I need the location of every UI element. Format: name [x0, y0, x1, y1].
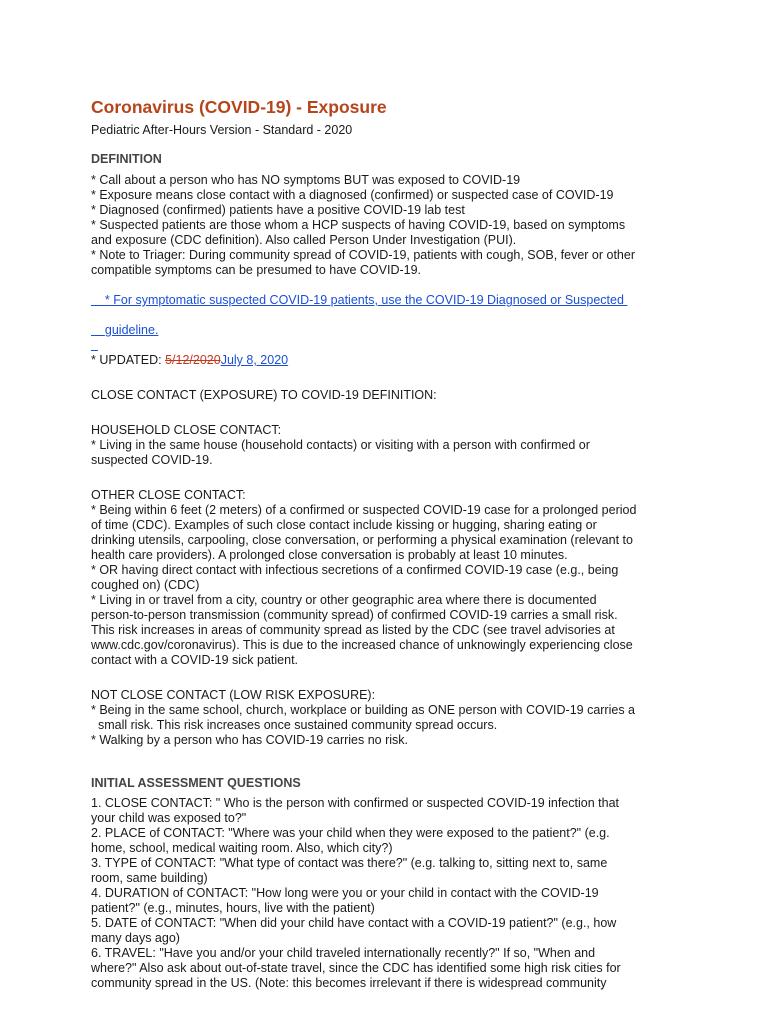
question-line: 2. PLACE of CONTACT: "Where was your child when they were exposed to the patient?" (e.g. — [91, 826, 610, 840]
question-line: 5. DATE of CONTACT: "When did your child have contact with a COVID-19 patient?" (e.g., how — [91, 916, 617, 930]
guideline-link[interactable] — [91, 278, 651, 353]
updated-new-date[interactable]: July 8, 2020 — [220, 353, 289, 367]
household-line: suspected COVID-19. — [91, 453, 213, 467]
not-close-line: * Walking by a person who has COVID-19 carries no risk. — [91, 733, 409, 747]
definition-line: * Note to Triager: During community spread of COVID-19, patients with cough, SOB, fever or other — [91, 248, 635, 262]
other-contact-line: www.cdc.gov/coronavirus). This is due to the increased chance of unknowingly experiencing close — [91, 638, 633, 652]
page-subtitle: Pediatric After-Hours Version - Standard - 2020 — [91, 123, 353, 137]
definition-line: * Suspected patients are those whom a HCP suspects of having COVID-19, based on symptoms — [91, 218, 626, 232]
household-heading: HOUSEHOLD CLOSE CONTACT: — [91, 423, 282, 437]
definition-line: compatible symptoms can be presumed to have COVID-19. — [91, 263, 422, 277]
not-close-heading: NOT CLOSE CONTACT (LOW RISK EXPOSURE): — [91, 688, 376, 702]
other-contact-line: drinking utensils, carpooling, close conversation, or performing a physical examination (relevant to — [91, 533, 633, 547]
question-line: community spread in the US. (Note: this becomes irrelevant if there is widespread community — [91, 976, 607, 990]
definition-line: * Call about a person who has NO symptoms BUT was exposed to COVID-19 — [91, 173, 521, 187]
other-contact-line: contact with a COVID-19 sick patient. — [91, 653, 299, 667]
question-line: 4. DURATION of CONTACT: "How long were you or your child in contact with the COVID-19 — [91, 886, 599, 900]
definition-heading: DEFINITION — [91, 152, 162, 166]
other-contact-line: of time (CDC). Examples of such close contact include kissing or hugging, sharing eating or — [91, 518, 597, 532]
other-contact-line: coughed on) (CDC) — [91, 578, 200, 592]
page-title: Coronavirus (COVID-19) - Exposure — [91, 97, 387, 117]
not-close-line: small risk. This risk increases once sustained community spread occurs. — [91, 718, 498, 732]
document-page — [91, 96, 651, 991]
other-contact-line: * OR having direct contact with infectious secretions of a confirmed COVID-19 case (e.g., being — [91, 563, 619, 577]
guideline-link-text[interactable]: guideline. — [104, 323, 159, 337]
updated-old-date: 5/12/2020 — [165, 353, 221, 367]
question-line: 6. TRAVEL: "Have you and/or your child traveled internationally recently?" If so, "When and — [91, 946, 596, 960]
question-line: your child was exposed to?" — [91, 811, 247, 825]
question-line: 1. CLOSE CONTACT: " Who is the person with confirmed or suspected COVID-19 infection that — [91, 796, 620, 810]
question-line: home, school, medical waiting room. Also, which city?) — [91, 841, 393, 855]
other-contact-line: * Being within 6 feet (2 meters) of a confirmed or suspected COVID-19 case for a prolonged period — [91, 503, 637, 517]
other-contact-heading: OTHER CLOSE CONTACT: — [91, 488, 246, 502]
definition-line: * Diagnosed (confirmed) patients have a positive COVID-19 lab test — [91, 203, 465, 217]
updated-line — [91, 353, 651, 368]
question-line: where?" Also ask about out-of-state travel, since the CDC has identified some high risk cities for — [91, 961, 621, 975]
question-line: 3. TYPE of CONTACT: "What type of contact was there?" (e.g. talking to, sitting next to, same — [91, 856, 608, 870]
not-close-line: * Being in the same school, church, workplace or building as ONE person with COVID-19 carries a — [91, 703, 636, 717]
other-contact-line: * Living in or travel from a city, country or other geographic area where there is documented — [91, 593, 597, 607]
close-contact-definition: CLOSE CONTACT (EXPOSURE) TO COVID-19 DEFINITION: — [91, 388, 437, 402]
question-line: many days ago) — [91, 931, 180, 945]
other-contact-line: person-to-person transmission (community spread) of confirmed COVID-19 carries a small risk. — [91, 608, 618, 622]
household-line: * Living in the same house (household contacts) or visiting with a person with confirmed or — [91, 438, 590, 452]
definition-line: and exposure (CDC definition). Also called Person Under Investigation (PUI). — [91, 233, 517, 247]
guideline-link-text[interactable]: * For symptomatic suspected COVID-19 patients, use the COVID-19 Diagnosed or Suspected — [104, 293, 628, 307]
other-contact-line: health care providers). A prolonged close conversation is probably at least 10 minutes. — [91, 548, 568, 562]
question-line: patient?" (e.g., minutes, hours, live with the patient) — [91, 901, 375, 915]
question-line: room, same building) — [91, 871, 208, 885]
definition-line: * Exposure means close contact with a diagnosed (confirmed) or suspected case of COVID-19 — [91, 188, 614, 202]
assessment-heading: INITIAL ASSESSMENT QUESTIONS — [91, 776, 301, 790]
updated-label: * UPDATED: — [91, 353, 166, 367]
other-contact-line: This risk increases in areas of community spread as listed by the CDC (see travel advisories at — [91, 623, 615, 637]
